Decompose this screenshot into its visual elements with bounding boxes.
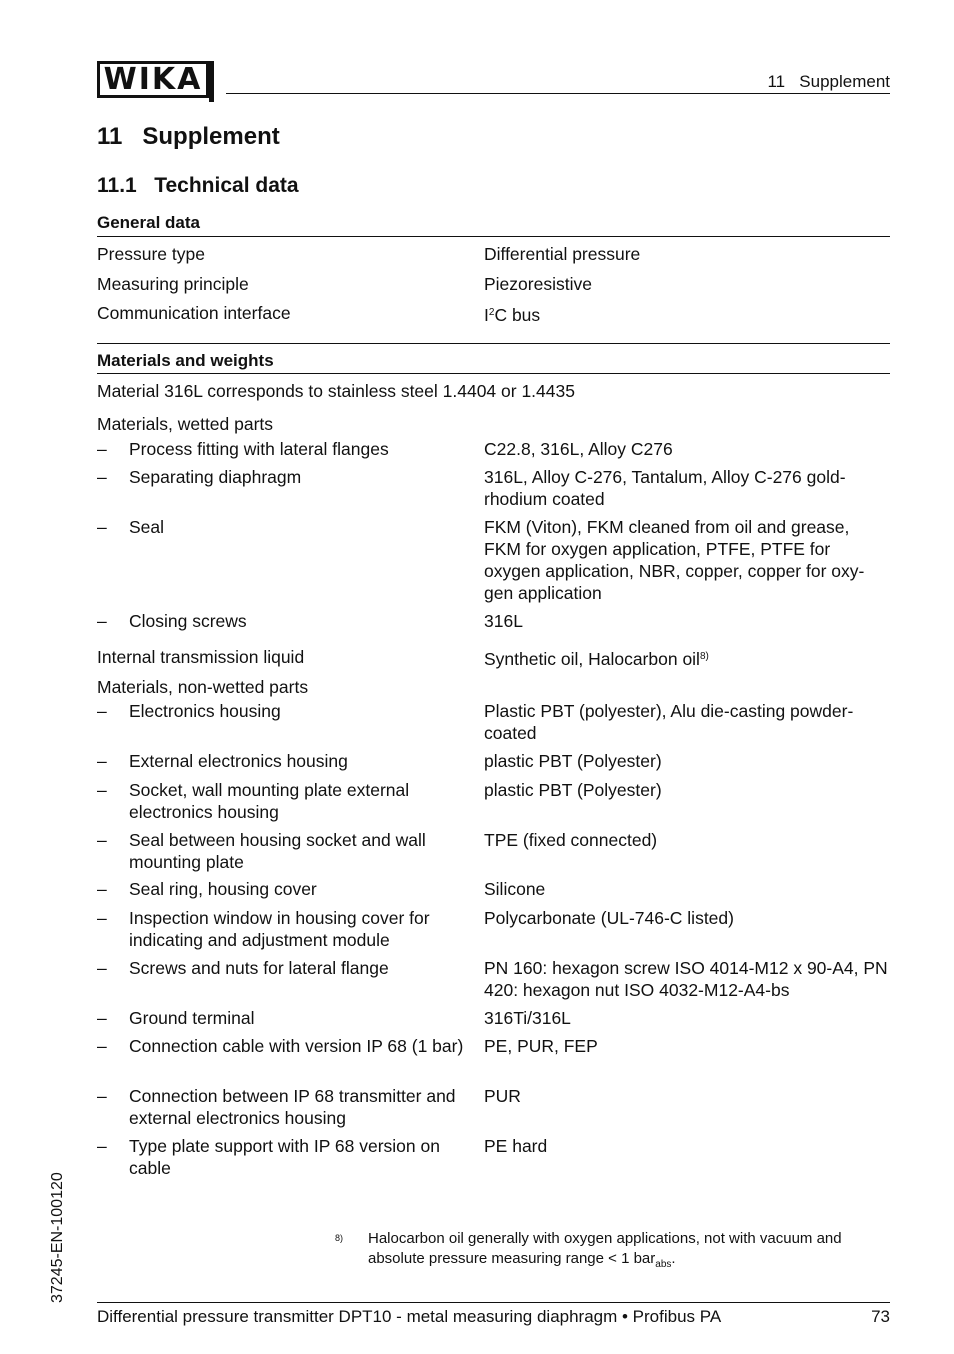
footnote-mark: 8) bbox=[335, 1233, 344, 1243]
footnote-ref: 8) bbox=[699, 651, 709, 662]
value-suffix: C bus bbox=[494, 305, 541, 325]
list-item-value: plastic PBT (Polyester) bbox=[484, 780, 662, 800]
wika-logo: WIKA bbox=[97, 61, 209, 98]
list-dash: – bbox=[97, 467, 107, 487]
liquid-value-text: Synthetic oil, Halocarbon oil bbox=[484, 649, 700, 669]
general-row-value: Differential pressure bbox=[484, 244, 641, 264]
list-item-label: Connection between IP 68 transmitter and external electronics housing bbox=[129, 1086, 456, 1128]
header-section: 11 Supplement bbox=[767, 72, 890, 91]
section-subtitle: 11.1 Technical data bbox=[97, 174, 299, 197]
list-item-value: FKM (Viton), FKM cleaned from oil and grease, FKM for oxygen application, PTFE, PTFE for oxygen application, NBR, copper, copper for oxy-gen application bbox=[484, 517, 865, 603]
list-item-label: External electronics housing bbox=[129, 751, 348, 771]
list-dash: – bbox=[97, 1136, 107, 1156]
list-dash: – bbox=[97, 1036, 107, 1056]
footnote-end: . bbox=[671, 1250, 676, 1267]
general-row-label: Pressure type bbox=[97, 244, 205, 264]
list-item-label: Connection cable with version IP 68 (1 bar) bbox=[129, 1036, 464, 1056]
list-item-label: Closing screws bbox=[129, 611, 247, 631]
list-dash: – bbox=[97, 908, 107, 928]
list-item-label: Seal ring, housing cover bbox=[129, 879, 317, 899]
list-dash: – bbox=[97, 958, 107, 978]
general-row-label: Communication interface bbox=[97, 303, 291, 323]
list-dash: – bbox=[97, 611, 107, 631]
list-item-label: Seal bbox=[129, 517, 165, 537]
list-item-label: Process fitting with lateral flanges bbox=[129, 439, 389, 459]
list-item-value: plastic PBT (Polyester) bbox=[484, 751, 662, 771]
footer-title: Differential pressure transmitter DPT10 - metal measuring diaphragm • Profibus PA bbox=[97, 1307, 722, 1326]
list-item-label: Separating diaphragm bbox=[129, 467, 302, 487]
materials-note: Material 316L corresponds to stainless steel 1.4404 or 1.4435 bbox=[97, 381, 575, 401]
list-item-label: Screws and nuts for lateral flange bbox=[129, 958, 389, 978]
list-dash: – bbox=[97, 751, 107, 771]
list-dash: – bbox=[97, 1008, 107, 1028]
footnote-text bbox=[368, 1229, 890, 1275]
list-dash: – bbox=[97, 780, 107, 800]
nonwetted-parts-label: Materials, non-wetted parts bbox=[97, 677, 309, 697]
wetted-parts-label: Materials, wetted parts bbox=[97, 414, 274, 434]
value-superscript: 2 bbox=[488, 307, 495, 318]
list-dash: – bbox=[97, 517, 107, 537]
list-dash: – bbox=[97, 879, 107, 899]
materials-rule bbox=[97, 373, 890, 374]
list-item-label: Seal between housing socket and wall mounting plate bbox=[129, 830, 426, 872]
list-dash: – bbox=[97, 1086, 107, 1106]
list-item-value: 316Ti/316L bbox=[484, 1008, 571, 1028]
list-item-value: TPE (fixed connected) bbox=[484, 830, 658, 850]
list-item-label: Type plate support with IP 68 version on cable bbox=[129, 1136, 440, 1178]
general-data-rule bbox=[97, 236, 890, 237]
list-item-value: Silicone bbox=[484, 879, 546, 899]
list-item-value: C22.8, 316L, Alloy C276 bbox=[484, 439, 673, 459]
list-item-label: Ground terminal bbox=[129, 1008, 255, 1028]
page-number: 73 bbox=[871, 1307, 890, 1326]
footnote-subscript: abs bbox=[655, 1259, 672, 1270]
list-dash: – bbox=[97, 701, 107, 721]
list-item-label: Electronics housing bbox=[129, 701, 281, 721]
list-item-value: Polycarbonate (UL-746-C listed) bbox=[484, 908, 734, 928]
document-code: 37245-EN-100120 bbox=[49, 1172, 66, 1303]
general-data-heading: General data bbox=[97, 213, 200, 232]
list-item-label: Socket, wall mounting plate external electronics housing bbox=[129, 780, 410, 822]
logo-bar bbox=[209, 61, 214, 102]
footer-rule bbox=[97, 1302, 890, 1303]
list-item-value: PE hard bbox=[484, 1136, 548, 1156]
list-item-value: Plastic PBT (polyester), Alu die-casting powder-coated bbox=[484, 701, 854, 743]
transmission-liquid-value bbox=[484, 646, 890, 670]
general-row-value: Piezoresistive bbox=[484, 274, 592, 294]
list-item-value: PUR bbox=[484, 1086, 521, 1106]
transmission-liquid-label: Internal transmission liquid bbox=[97, 647, 305, 667]
general-row-value bbox=[484, 302, 890, 326]
list-item-label: Inspection window in housing cover for indicating and adjustment module bbox=[129, 908, 430, 950]
value-prefix: I bbox=[484, 305, 489, 325]
header-rule bbox=[226, 93, 890, 94]
materials-top-rule bbox=[97, 343, 890, 344]
general-row-label: Measuring principle bbox=[97, 274, 249, 294]
list-dash: – bbox=[97, 830, 107, 850]
list-item-value: PN 160: hexagon screw ISO 4014-M12 x 90-A4, PN 420: hexagon nut ISO 4032-M12-A4-bs bbox=[484, 958, 888, 1000]
list-item-value: 316L bbox=[484, 611, 523, 631]
list-item-value: 316L, Alloy C-276, Tantalum, Alloy C-276 gold-rhodium coated bbox=[484, 467, 846, 509]
list-item-value: PE, PUR, FEP bbox=[484, 1036, 598, 1056]
page-title: 11 Supplement bbox=[97, 123, 280, 150]
list-dash: – bbox=[97, 439, 107, 459]
footnote-body: Halocarbon oil generally with oxygen applications, not with vacuum and absolute pressure measuring range < 1 bar bbox=[368, 1230, 842, 1267]
materials-heading: Materials and weights bbox=[97, 351, 274, 370]
